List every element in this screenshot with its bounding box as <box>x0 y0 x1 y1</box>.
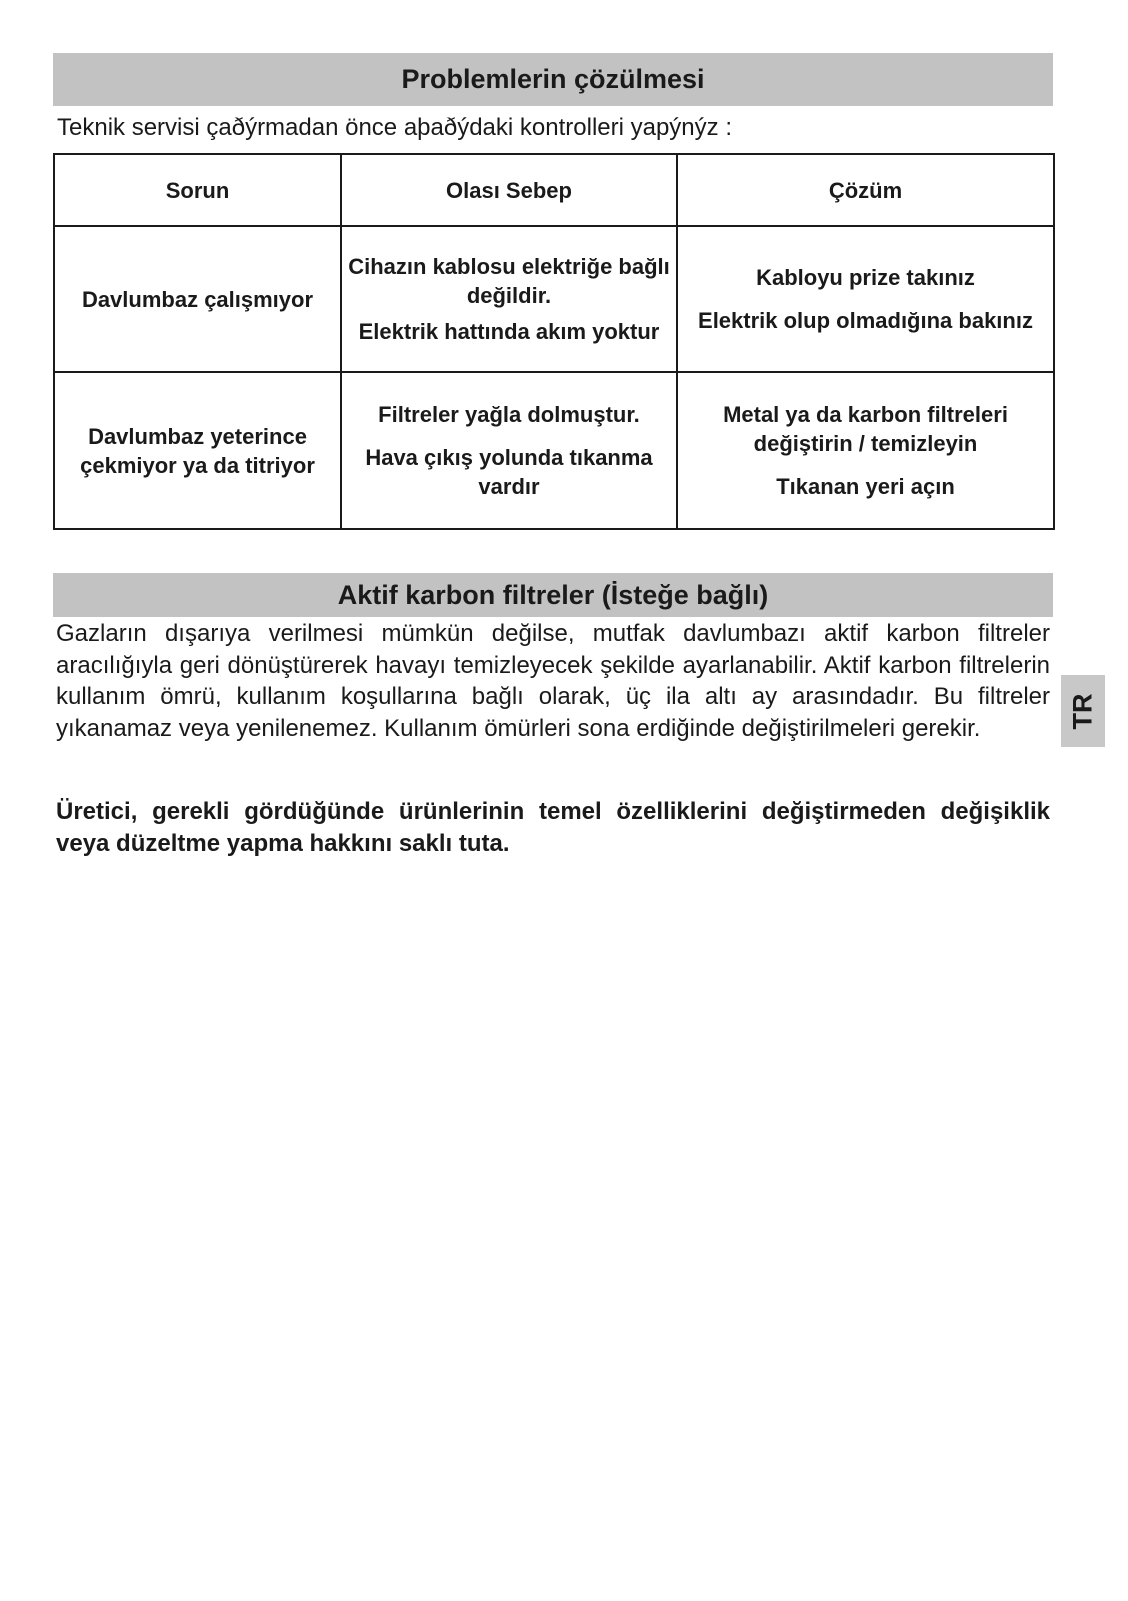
cause-text: Filtreler yağla dolmuştur. <box>378 402 640 427</box>
column-header-solution: Çözüm <box>677 154 1054 226</box>
cause-cell <box>341 372 677 529</box>
problem-cell: Davlumbaz çalışmıyor <box>54 226 341 372</box>
language-code: TR <box>1067 693 1098 729</box>
troubleshooting-heading: Problemlerin çözülmesi <box>53 53 1053 106</box>
cause-text: Cihazın kablosu elektriğe bağlı değildir. <box>348 254 670 308</box>
cause-text: Hava çıkış yolunda tıkanma vardır <box>365 445 653 499</box>
solution-cell <box>677 226 1054 372</box>
carbon-filters-paragraph: Gazların dışarıya verilmesi mümkün değilse, mutfak davlumbazı aktif karbon filtreler aracılığıyla geri dönüştürerek havayı temizleyecek şekilde ayarlanabilir. Aktif karbon filtrelerin kullanım ömrü, kullanım koşullarına bağlı olarak, üç ila altı ay arasındadır. Bu filtreler yıkanamaz veya yenilenemez. Kullanım ömürleri sona erdiğinde değiştirilmeleri gerekir. <box>56 620 1050 742</box>
troubleshooting-intro: Teknik servisi çaðýrmadan önce aþaðýdaki kontrolleri yapýnýz : <box>57 114 732 141</box>
solution-cell <box>677 372 1054 529</box>
solution-text: Elektrik olup olmadığına bakınız <box>698 308 1033 333</box>
table-row <box>54 372 1054 529</box>
solution-text: Kabloyu prize takınız <box>756 265 975 290</box>
problem-cell: Davlumbaz yeterince çekmiyor ya da titriyor <box>54 372 341 529</box>
solution-text: Tıkanan yeri açın <box>776 474 955 499</box>
cause-text: Elektrik hattında akım yoktur <box>358 319 660 344</box>
manufacturer-note: Üretici, gerekli gördüğünde ürünlerinin temel özelliklerini değiştirmeden değişiklik veya düzeltme yapma hakkını saklı tuta. <box>56 798 1050 857</box>
column-header-problem: Sorun <box>54 154 341 226</box>
troubleshooting-table <box>53 153 1055 530</box>
language-tab <box>1061 675 1105 747</box>
carbon-filters-heading: Aktif karbon filtreler (İsteğe bağlı) <box>53 573 1053 617</box>
table-row <box>54 226 1054 372</box>
cause-cell <box>341 226 677 372</box>
column-header-cause: Olası Sebep <box>341 154 677 226</box>
solution-text: Metal ya da karbon filtreleri değiştirin / temizleyin <box>723 402 1008 456</box>
table-header-row <box>54 154 1054 226</box>
